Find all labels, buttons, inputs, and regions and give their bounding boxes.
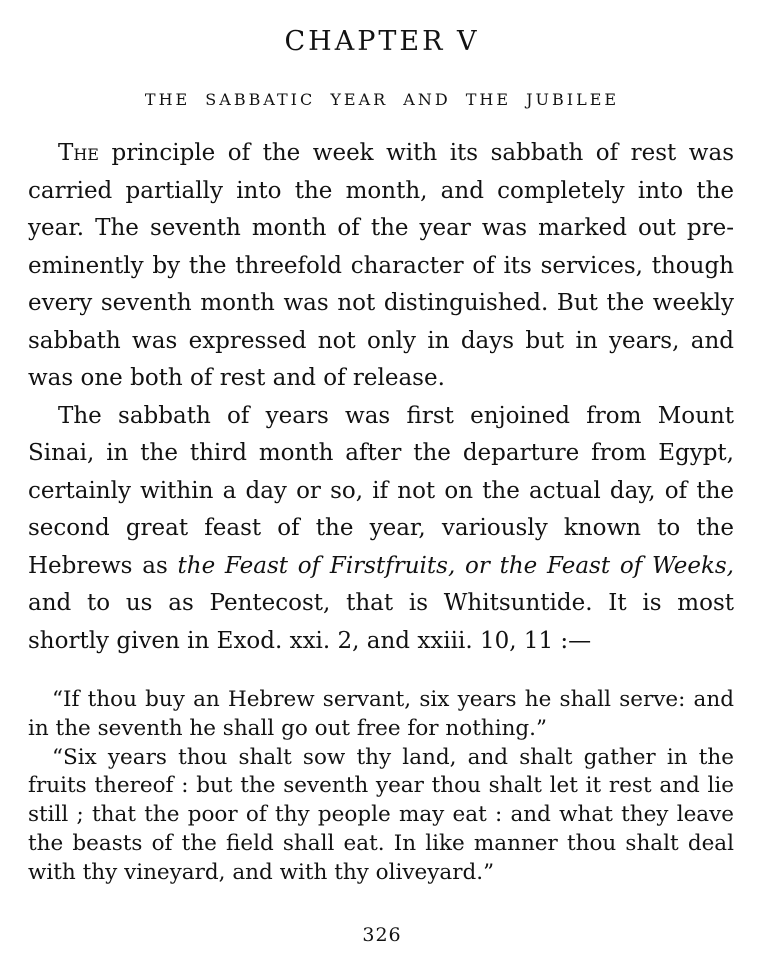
- paragraph-2-text-before: The sabbath of years was first enjoined from Mount Sinai, in the third month after the departure from Egypt, certainly within a day or so, if not on the actual day, of the second great feast of the year, variously known to the Hebrews as: [28, 402, 734, 579]
- page-number: 326: [362, 924, 402, 946]
- paragraph-2-text-after: and to us as Pentecost, that is Whitsuntide. It is most shortly given in Exod. xxi. 2, and xxiii. 10, 11 :—: [28, 590, 734, 654]
- scripture-quote-block: [28, 686, 734, 888]
- section-title: THE SABBATIC YEAR AND THE JUBILEE: [144, 90, 620, 109]
- quote-exodus-xxiii: “Six years thou shalt sow thy land, and shalt gather in the fruits thereof : but the seventh year thou shalt let it rest and lie still ; that the poor of thy people may eat : and what they leave the beasts of the field shall eat. In like manner thou shalt deal with thy vineyard, and with thy oliveyard.”: [28, 744, 734, 885]
- paragraph-2-italic-phrase: the Feast of Firstfruits, or the Feast of Weeks,: [177, 552, 734, 579]
- paragraph-1-text: principle of the week with its sabbath of rest was carried partially into the month, and completely into the year. The seventh month of the year was marked out pre-eminently by the threefold character of its services, though every seventh month was not distinguished. But the weekly sabbath was expressed not only in days but in years, and was one both of rest and of release.: [28, 140, 734, 391]
- quote-exodus-xxi: “If thou buy an Hebrew servant, six years he shall serve: and in the seventh he shall go out free for nothing.”: [28, 687, 734, 741]
- body-text: [28, 135, 734, 660]
- paragraph-1-leadword: The: [58, 140, 99, 166]
- chapter-heading: CHAPTER V: [284, 26, 480, 57]
- paragraph-1: [28, 135, 734, 398]
- paragraph-2: [28, 398, 734, 661]
